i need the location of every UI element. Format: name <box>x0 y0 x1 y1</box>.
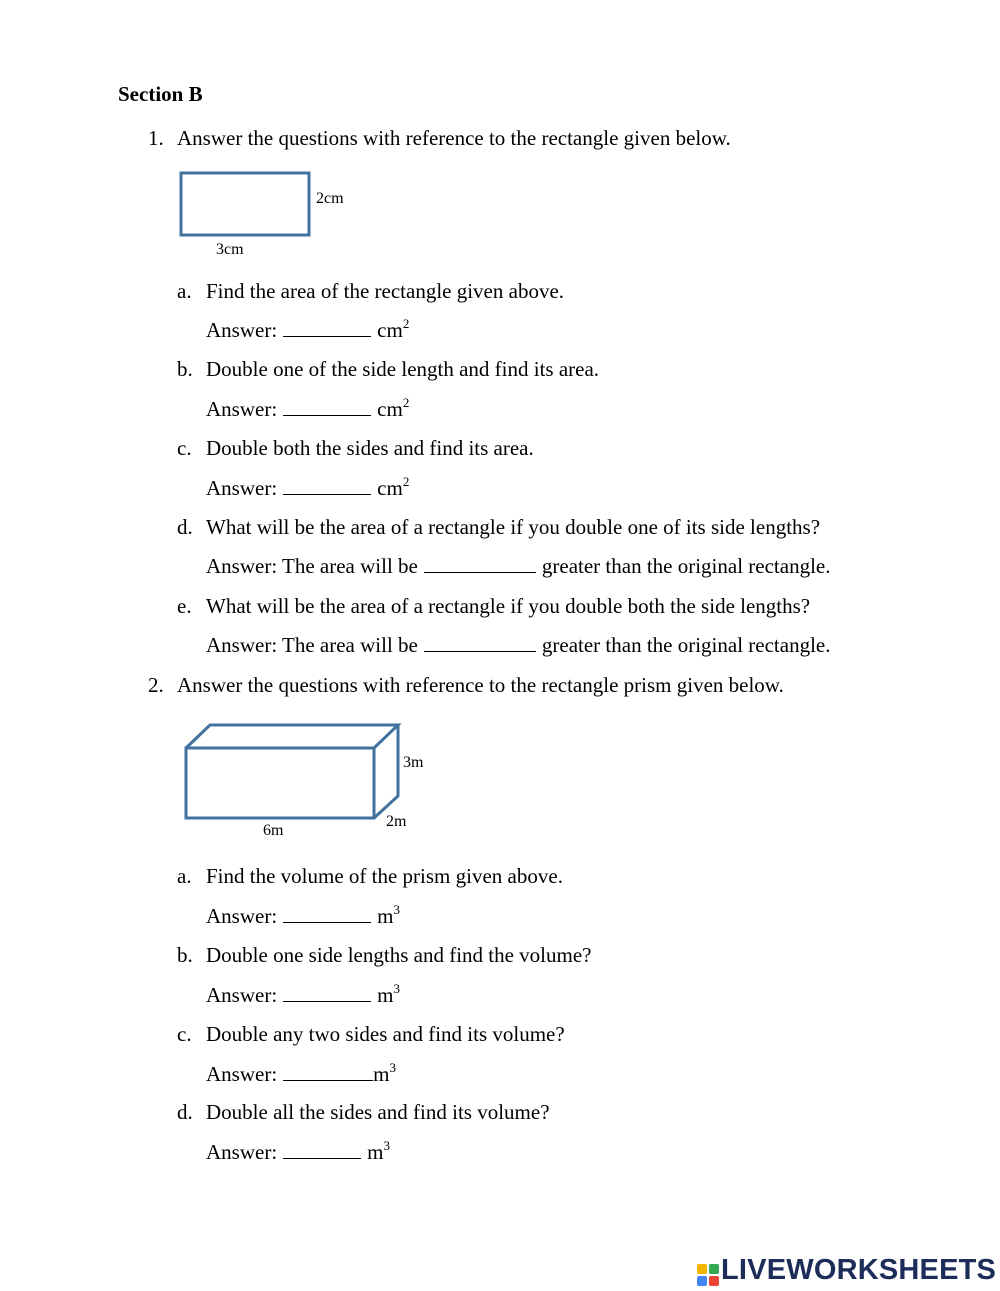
question-2-number: 2. <box>148 673 164 697</box>
q1-item-a-answer <box>206 318 409 345</box>
answer-blank[interactable] <box>283 1141 361 1159</box>
q2-item-a-text: Find the volume of the prism given above. <box>206 864 563 888</box>
unit: m <box>367 1140 384 1164</box>
q2-item-c-text: Double any two sides and find its volume? <box>206 1022 565 1046</box>
prism-side-face <box>374 725 398 818</box>
answer-label: Answer: <box>206 983 278 1007</box>
q1-item-a-letter: a. <box>177 279 192 303</box>
prism-depth-label: 2m <box>386 813 407 830</box>
q1-item-a-text: Find the area of the rectangle given above. <box>206 279 565 303</box>
prism-figure <box>178 718 418 830</box>
unit: m <box>377 983 394 1007</box>
unit-exponent: 2 <box>402 474 410 489</box>
answer-label: Answer: The area will be <box>206 554 418 578</box>
q1-item-b-letter: b. <box>177 357 193 381</box>
q1-item-b-text: Double one of the side length and find its area. <box>206 357 600 381</box>
answer-blank[interactable] <box>283 477 371 495</box>
unit: cm <box>377 476 403 500</box>
answer-label: Answer: <box>206 476 278 500</box>
unit-exponent: 3 <box>393 981 400 996</box>
unit-exponent: 2 <box>402 395 410 410</box>
q2-item-d-answer <box>206 1140 390 1167</box>
q2-item-c-answer <box>206 1062 396 1089</box>
prism-front-face <box>186 748 374 818</box>
rectangle-figure <box>170 165 370 265</box>
rectangle-shape <box>181 173 309 235</box>
q2-item-d-text: Double all the sides and find its volume? <box>206 1100 550 1124</box>
question-1-number: 1. <box>148 126 164 150</box>
question-1-text: Answer the questions with reference to the rectangle given below. <box>177 126 731 150</box>
answer-blank[interactable] <box>283 1063 373 1081</box>
prism-width-label: 6m <box>263 822 284 839</box>
q1-item-e-text: What will be the area of a rectangle if you double both the side lengths? <box>206 594 811 618</box>
logo-text: LIVEWORKSHEETS <box>721 1254 997 1286</box>
prism-top-face <box>186 725 398 748</box>
q1-item-e-answer <box>206 633 830 657</box>
answer-label: Answer: <box>206 904 278 928</box>
q1-item-e-letter: e. <box>177 594 192 618</box>
unit-exponent: 3 <box>383 1138 390 1153</box>
q1-item-c-letter: c. <box>177 436 192 460</box>
answer-label: Answer: The area will be <box>206 633 418 657</box>
q2-item-b-text: Double one side lengths and find the volume? <box>206 943 592 967</box>
question-2-text: Answer the questions with reference to the rectangle prism given below. <box>177 673 784 697</box>
q1-item-d-letter: d. <box>177 515 193 539</box>
answer-blank[interactable] <box>283 984 371 1002</box>
answer-blank[interactable] <box>283 319 371 337</box>
q1-item-d-text: What will be the area of a rectangle if you double one of its side lengths? <box>206 515 821 539</box>
unit-exponent: 3 <box>389 1060 396 1075</box>
answer-suffix: greater than the original rectangle. <box>541 554 831 578</box>
liveworksheets-logo[interactable] <box>697 1254 996 1287</box>
unit: m <box>373 1062 390 1086</box>
q2-item-a-answer <box>206 904 400 931</box>
q1-item-c-text: Double both the sides and find its area. <box>206 436 534 460</box>
answer-label: Answer: <box>206 1062 278 1086</box>
q2-item-a-letter: a. <box>177 864 192 888</box>
q1-item-c-answer <box>206 476 409 503</box>
answer-blank[interactable] <box>283 905 371 923</box>
section-title: Section B <box>118 82 203 106</box>
q1-item-b-answer <box>206 397 409 424</box>
unit: cm <box>377 397 403 421</box>
answer-blank[interactable] <box>424 555 536 573</box>
q2-item-b-answer <box>206 983 400 1010</box>
rectangle-width-label: 3cm <box>216 241 244 258</box>
q2-item-b-letter: b. <box>177 943 193 967</box>
q1-item-d-answer <box>206 554 830 578</box>
q2-item-d-letter: d. <box>177 1100 193 1124</box>
q2-item-c-letter: c. <box>177 1022 192 1046</box>
unit: m <box>377 904 394 928</box>
answer-suffix: greater than the original rectangle. <box>541 633 831 657</box>
unit: cm <box>377 318 403 342</box>
unit-exponent: 2 <box>402 316 410 331</box>
answer-blank[interactable] <box>424 634 536 652</box>
logo-blocks-icon <box>697 1264 719 1286</box>
answer-label: Answer: <box>206 1140 278 1164</box>
rectangle-height-label: 2cm <box>316 190 344 207</box>
unit-exponent: 3 <box>393 902 400 917</box>
answer-label: Answer: <box>206 397 278 421</box>
prism-height-label: 3m <box>403 754 424 771</box>
answer-blank[interactable] <box>283 398 371 416</box>
answer-label: Answer: <box>206 318 278 342</box>
